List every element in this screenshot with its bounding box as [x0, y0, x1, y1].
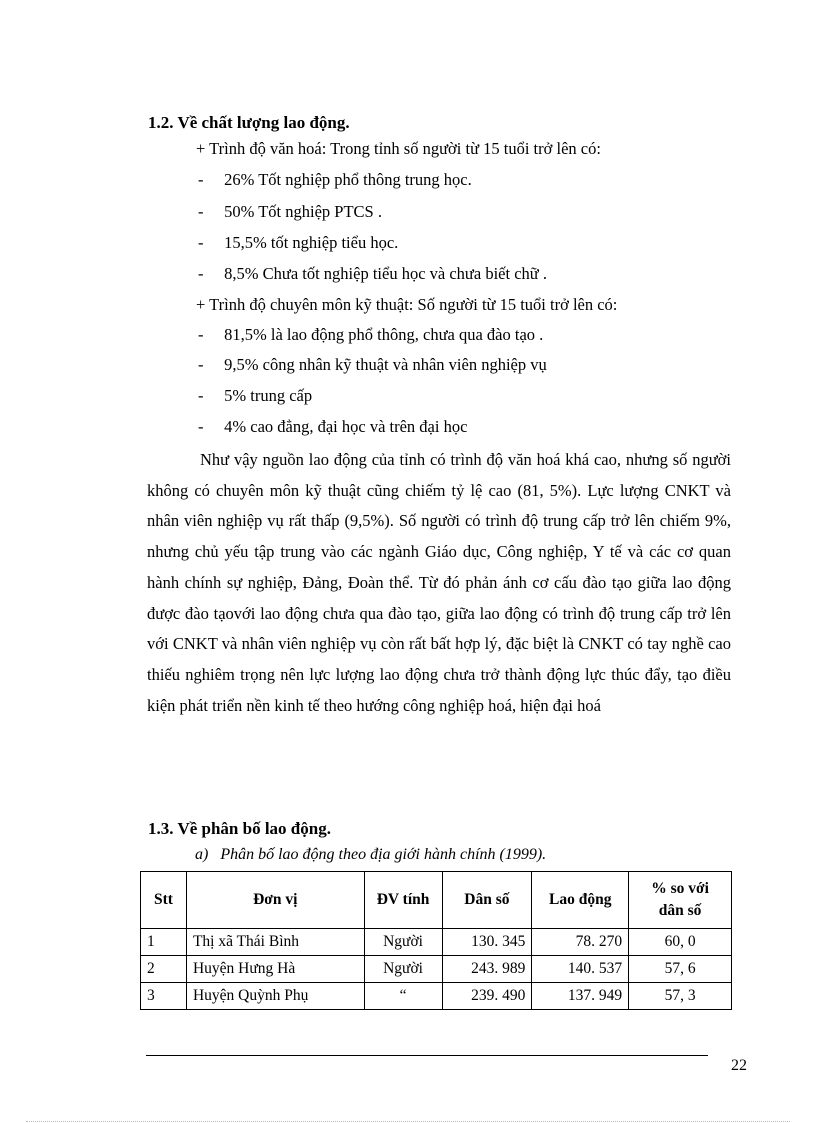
list-item: - 81,5% là lao động phổ thông, chưa qua đào tạo . [198, 325, 544, 344]
analysis-paragraph [147, 445, 731, 721]
list-item: - 8,5% Chưa tốt nghiệp tiểu học và chưa biết chữ . [198, 264, 547, 283]
cell-population: 239. 490 [442, 983, 532, 1010]
list-item: - 26% Tốt nghiệp phổ thông trung học. [198, 170, 472, 189]
header-population: Dân số [442, 872, 532, 929]
cell-stt: 3 [141, 983, 187, 1010]
header-percent: % so với dân số [629, 872, 732, 929]
cell-unit: Thị xã Thái Bình [186, 929, 364, 956]
cell-percent: 57, 6 [629, 956, 732, 983]
header-unit: Đơn vị [186, 872, 364, 929]
cell-population: 243. 989 [442, 956, 532, 983]
header-measure: ĐV tính [364, 872, 442, 929]
cell-unit: Huyện Hưng Hà [186, 956, 364, 983]
table-row [141, 983, 732, 1010]
labor-distribution-table [140, 871, 732, 1010]
list-item: - 15,5% tốt nghiệp tiểu học. [198, 233, 399, 252]
list-item: - 50% Tốt nghiệp PTCS . [198, 202, 382, 221]
cell-stt: 1 [141, 929, 187, 956]
cell-labor: 78. 270 [532, 929, 629, 956]
section-heading-1-2: 1.2. Về chất lượng lao động. [148, 113, 350, 132]
cell-measure: Người [364, 956, 442, 983]
cell-percent: 60, 0 [629, 929, 732, 956]
cell-labor: 137. 949 [532, 983, 629, 1010]
list-item: - 4% cao đẳng, đại học và trên đại học [198, 417, 468, 436]
technical-intro: + Trình độ chuyên môn kỹ thuật: Số người từ 15 tuổi trở lên có: [196, 295, 618, 314]
cell-stt: 2 [141, 956, 187, 983]
analysis-paragraph-text: Như vậy nguồn lao động của tỉnh có trình độ văn hoá khá cao, nhưng số người không có chuyên môn kỹ thuật cũng chiếm tỷ lệ cao (81, 5%). Lực lượng CNKT và nhân viên nghiệp vụ rất thấp (9,5%). Số người có trình độ trung cấp trở lên chiếm 9%, nhưng chủ yếu tập trung vào các ngành Giáo dục, Công nghiệp, Y tế và các cơ quan hành chính sự nghiệp, Đảng, Đoàn thể. Từ đó phản ánh cơ cấu đào tạo giữa lao động được đào tạovới lao động chưa qua đào tạo, giữa lao động có trình độ trung cấp trở lên với CNKT và nhân viên nghiệp vụ còn rất bất hợp lý, đặc biệt là CNKT có tay nghề cao thiếu nghiêm trọng nên lực lượng lao động chưa trở thành động lực thúc đẩy, tạo điều kiện phát triển nền kinh tế theo hướng công nghiệp hoá, hiện đại hoá [147, 450, 731, 715]
education-intro: + Trình độ văn hoá: Trong tỉnh số người từ 15 tuổi trở lên có: [196, 139, 601, 158]
section-heading-1-3: 1.3. Về phân bố lao động. [148, 819, 331, 838]
cell-unit: Huyện Quỳnh Phụ [186, 983, 364, 1010]
cell-population: 130. 345 [442, 929, 532, 956]
cell-percent: 57, 3 [629, 983, 732, 1010]
list-item: - 5% trung cấp [198, 386, 313, 405]
footer-divider [146, 1055, 708, 1056]
caption-text: Phân bố lao động theo địa giới hành chính (1999). [220, 846, 547, 863]
page-number: 22 [731, 1057, 747, 1074]
list-item: - 9,5% công nhân kỹ thuật và nhân viên nghiệp vụ [198, 355, 547, 374]
table-header-row [141, 872, 732, 929]
cell-measure: “ [364, 983, 442, 1010]
cell-labor: 140. 537 [532, 956, 629, 983]
table-caption [195, 846, 546, 864]
caption-label: a) [195, 846, 209, 863]
header-stt: Stt [141, 872, 187, 929]
table-row [141, 956, 732, 983]
page-bottom-edge [26, 1121, 790, 1122]
table-row [141, 929, 732, 956]
header-labor: Lao động [532, 872, 629, 929]
cell-measure: Người [364, 929, 442, 956]
